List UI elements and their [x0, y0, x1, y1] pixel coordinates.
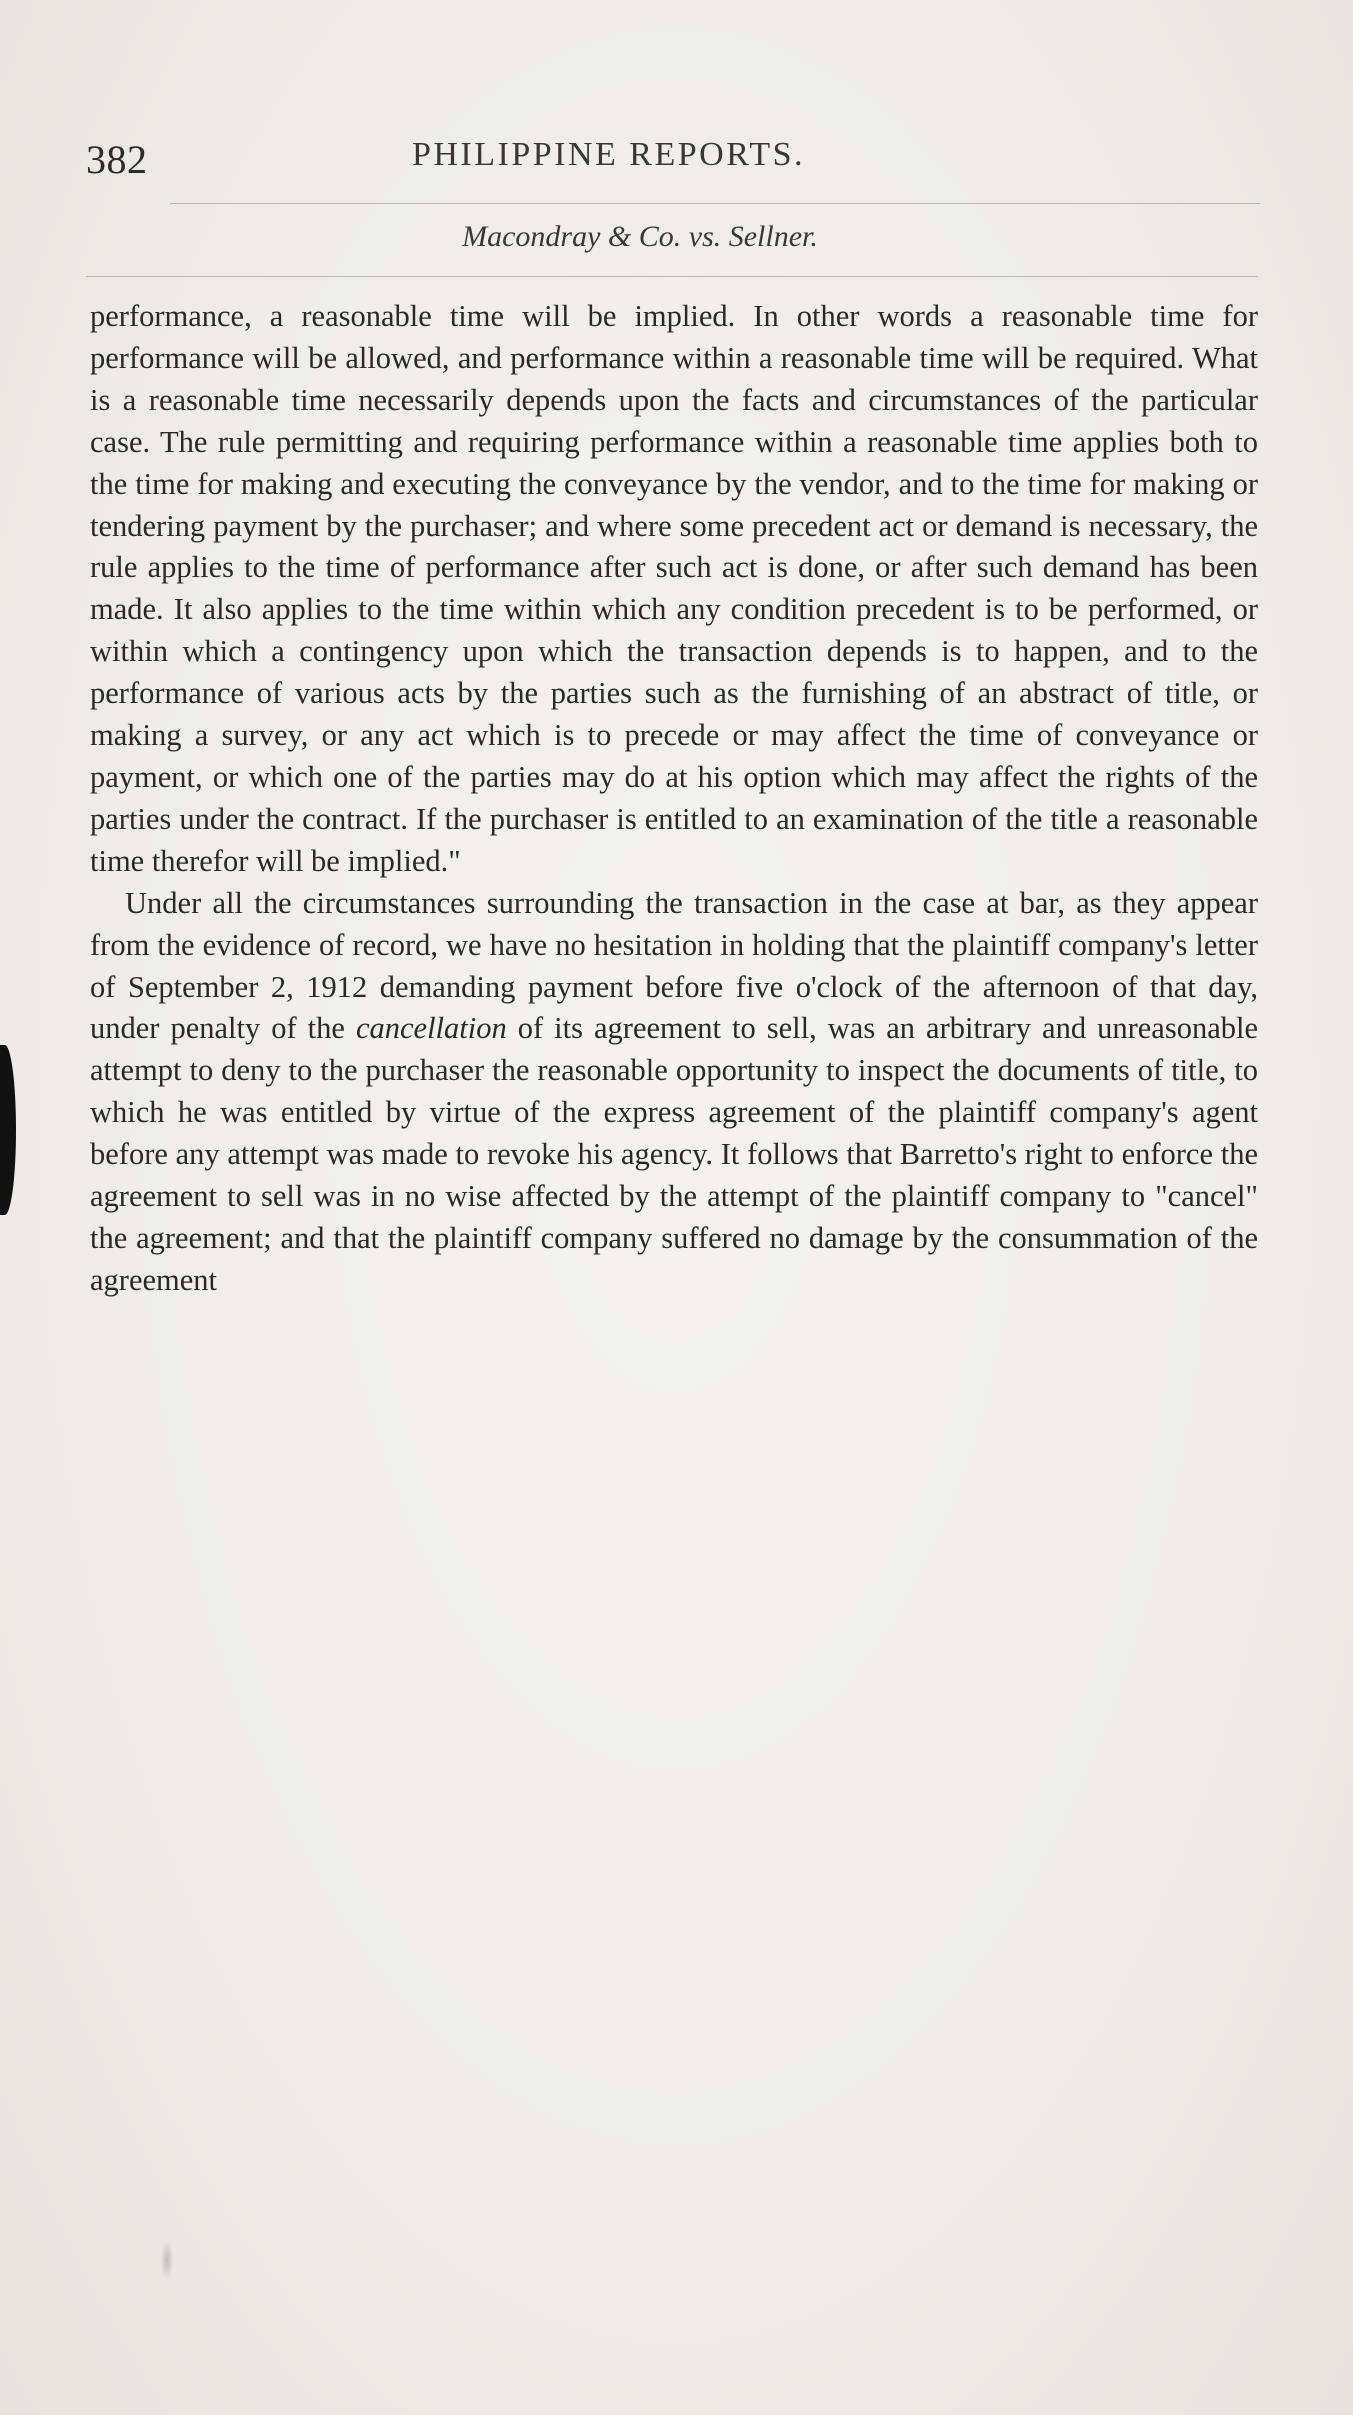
paragraph-2-part-1: Under all the circumstances surrounding the transaction in the case at bar, as they appear from the evidence of record, we have no hesitation in holding that the plaintiff company's letter of September 2, 1912 demanding payment before five o'clock of the afternoon of that day, under penalty of the — [90, 885, 1258, 1046]
body-text — [90, 296, 1258, 1302]
case-title-rule — [86, 276, 1258, 277]
paragraph-2 — [90, 883, 1258, 1302]
running-head: PHILIPPINE REPORTS. — [411, 136, 806, 173]
paragraph-1: performance, a reasonable time will be implied. In other words a reasonable time for performance will be allowed, and performance within a reasonable time will be required. What is a reasonable time necessarily depends upon the facts and circumstances of the particular case. The rule permitting and requiring performance within a reasonable time applies both to the time for making and executing the conveyance by the vendor, and to the time for making or tendering payment by the purchaser; and where some precedent act or demand is necessary, the rule applies to the time of performance after such act is done, or after such demand has been made. It also applies to the time within which any condition precedent is to be performed, or within which a contingency upon which the transaction depends is to happen, and to the performance of various acts by the parties such as the furnishing of an abstract of title, or making a survey, or any act which is to precede or may affect the time of conveyance or payment, or which one of the parties may do at his option which may affect the rights of the parties under the contract. If the purchaser is entitled to an examination of the title a reasonable time therefor will be implied." — [90, 299, 1258, 878]
page-smudge — [160, 2240, 174, 2280]
paragraph-2-emphasis: cancellation — [355, 1011, 507, 1046]
page-header — [86, 136, 1256, 196]
paragraph-2-part-2: of its agreement to sell, was an arbitrary and unreasonable attempt to deny to the purchaser the reasonable opportunity to inspect the documents of title, to which he was entitled by virtue of the express agreement of the plaintiff company's agent before any attempt was made to revoke his agency. It follows that Barretto's right to enforce the agreement to sell was in no wise affected by the attempt of the plaintiff company to "cancel" the agreement; and that the plaintiff company suffered no damage by the consummation of the agreement — [90, 1011, 1258, 1297]
header-rule — [170, 203, 1260, 204]
binding-shadow — [0, 1045, 16, 1215]
page-number: 382 — [86, 137, 148, 182]
case-title: Macondray & Co. vs. Sellner. — [462, 220, 818, 253]
